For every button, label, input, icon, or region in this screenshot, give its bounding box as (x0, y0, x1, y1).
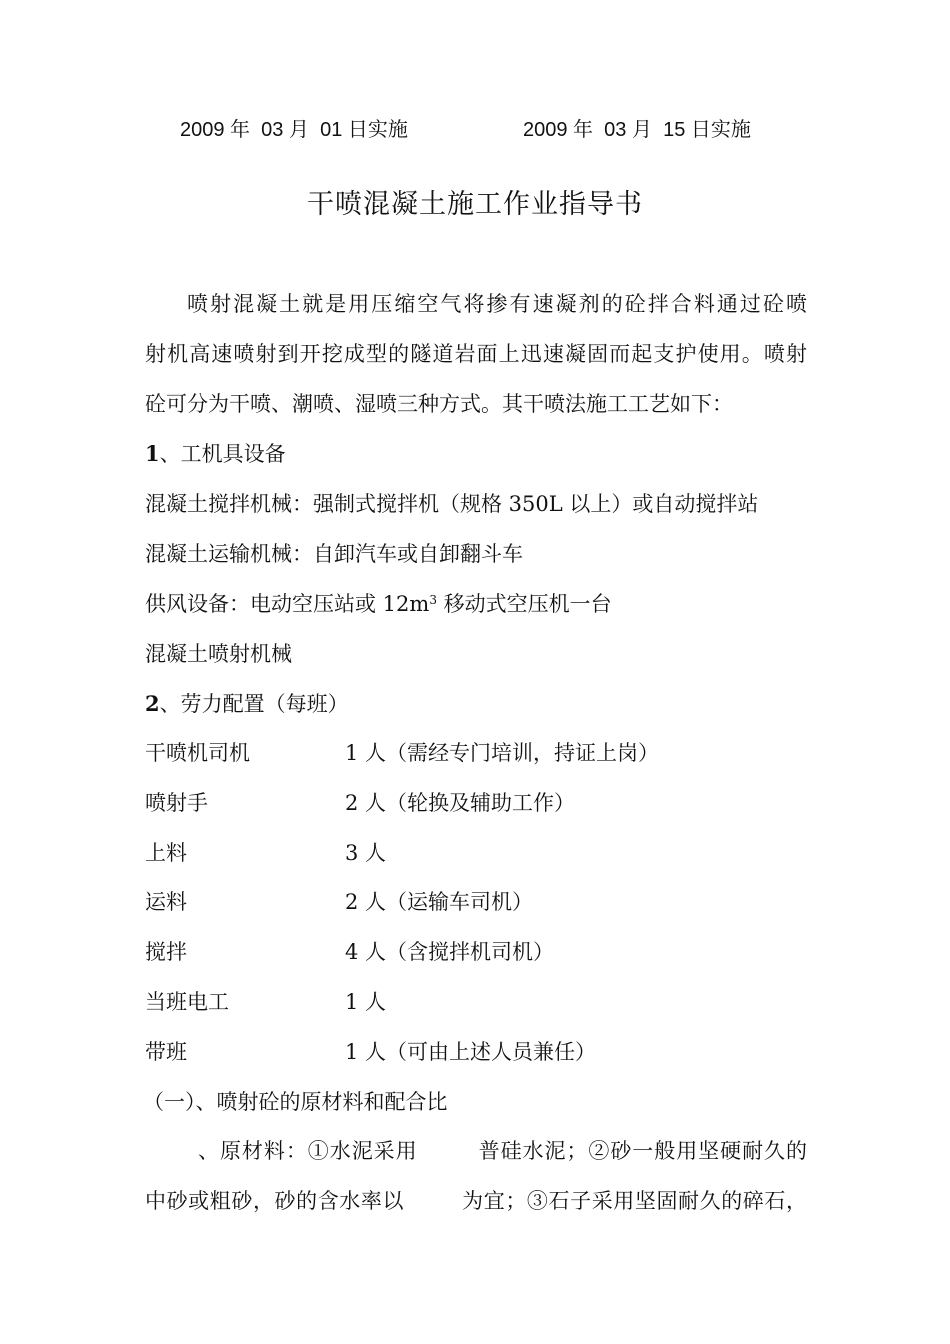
date-header (0, 113, 950, 143)
labor-count: 1 人 (345, 990, 387, 1014)
document-title: 干喷混凝土施工作业指导书 (307, 189, 643, 220)
subsection-heading: （一）、喷射砼的原材料和配合比 (143, 1090, 448, 1114)
labor-role: 带班 (145, 1040, 187, 1064)
materials-line-1: 、原材料：①水泥采用 普硅水泥；②砂一般用坚硬耐久的 (198, 1139, 807, 1163)
labor-count: 4 人（含搅拌机司机） (345, 940, 555, 964)
labor-count: 2 人（轮换及辅助工作） (345, 791, 576, 815)
labor-role: 当班电工 (145, 990, 229, 1014)
intro-line-1: 喷射混凝土就是用压缩空气将掺有速凝剂的砼拌合料通过砼喷 (187, 292, 807, 316)
intro-line-3: 砼可分为干喷、潮喷、湿喷三种方式。其干喷法施工工艺如下： (145, 392, 733, 416)
labor-count: 2 人（运输车司机） (345, 890, 534, 914)
section-1-heading (145, 439, 286, 469)
section-2-title: 、劳力配置（每班） (159, 692, 349, 716)
section-2-heading (145, 689, 349, 719)
labor-role: 搅拌 (145, 940, 187, 964)
labor-role: 喷射手 (145, 791, 208, 815)
labor-count: 1 人（可由上述人员兼任） (345, 1040, 597, 1064)
materials-line-2: 中砂或粗砂，砂的含水率以 为宜；③石子采用坚固耐久的碎石， (145, 1189, 807, 1213)
implementation-start-date: 2009 年 03 月 01 日实施 (180, 119, 408, 141)
section-2-number: 2 (145, 691, 160, 716)
equipment-item-mixer: 混凝土搅拌机械：强制式搅拌机（规格 350L 以上）或自动搅拌站 (145, 492, 759, 516)
equipment-item-transport: 混凝土运输机械：自卸汽车或自卸翻斗车 (145, 542, 523, 566)
labor-count: 3 人 (345, 841, 387, 865)
labor-count: 1 人（需经专门培训，持证上岗） (345, 741, 660, 765)
air-supply-text: 供风设备：电动空压站或 12m (145, 592, 430, 616)
equipment-item-air-supply (145, 589, 612, 619)
labor-role: 上料 (145, 841, 187, 865)
cubic-superscript: 3 (429, 593, 437, 607)
equipment-item-sprayer: 混凝土喷射机械 (145, 642, 292, 666)
intro-line-2: 射机高速喷射到开挖成型的隧道岩面上迅速凝固而起支护使用。喷射 (145, 342, 807, 366)
implementation-end-date: 2009 年 03 月 15 日实施 (523, 119, 751, 141)
section-1-title: 、工机具设备 (159, 442, 286, 466)
labor-role: 运料 (145, 890, 187, 914)
air-supply-text-tail: 移动式空压机一台 (436, 592, 612, 616)
labor-role: 干喷机司机 (145, 741, 250, 765)
section-1-number: 1 (145, 441, 160, 466)
